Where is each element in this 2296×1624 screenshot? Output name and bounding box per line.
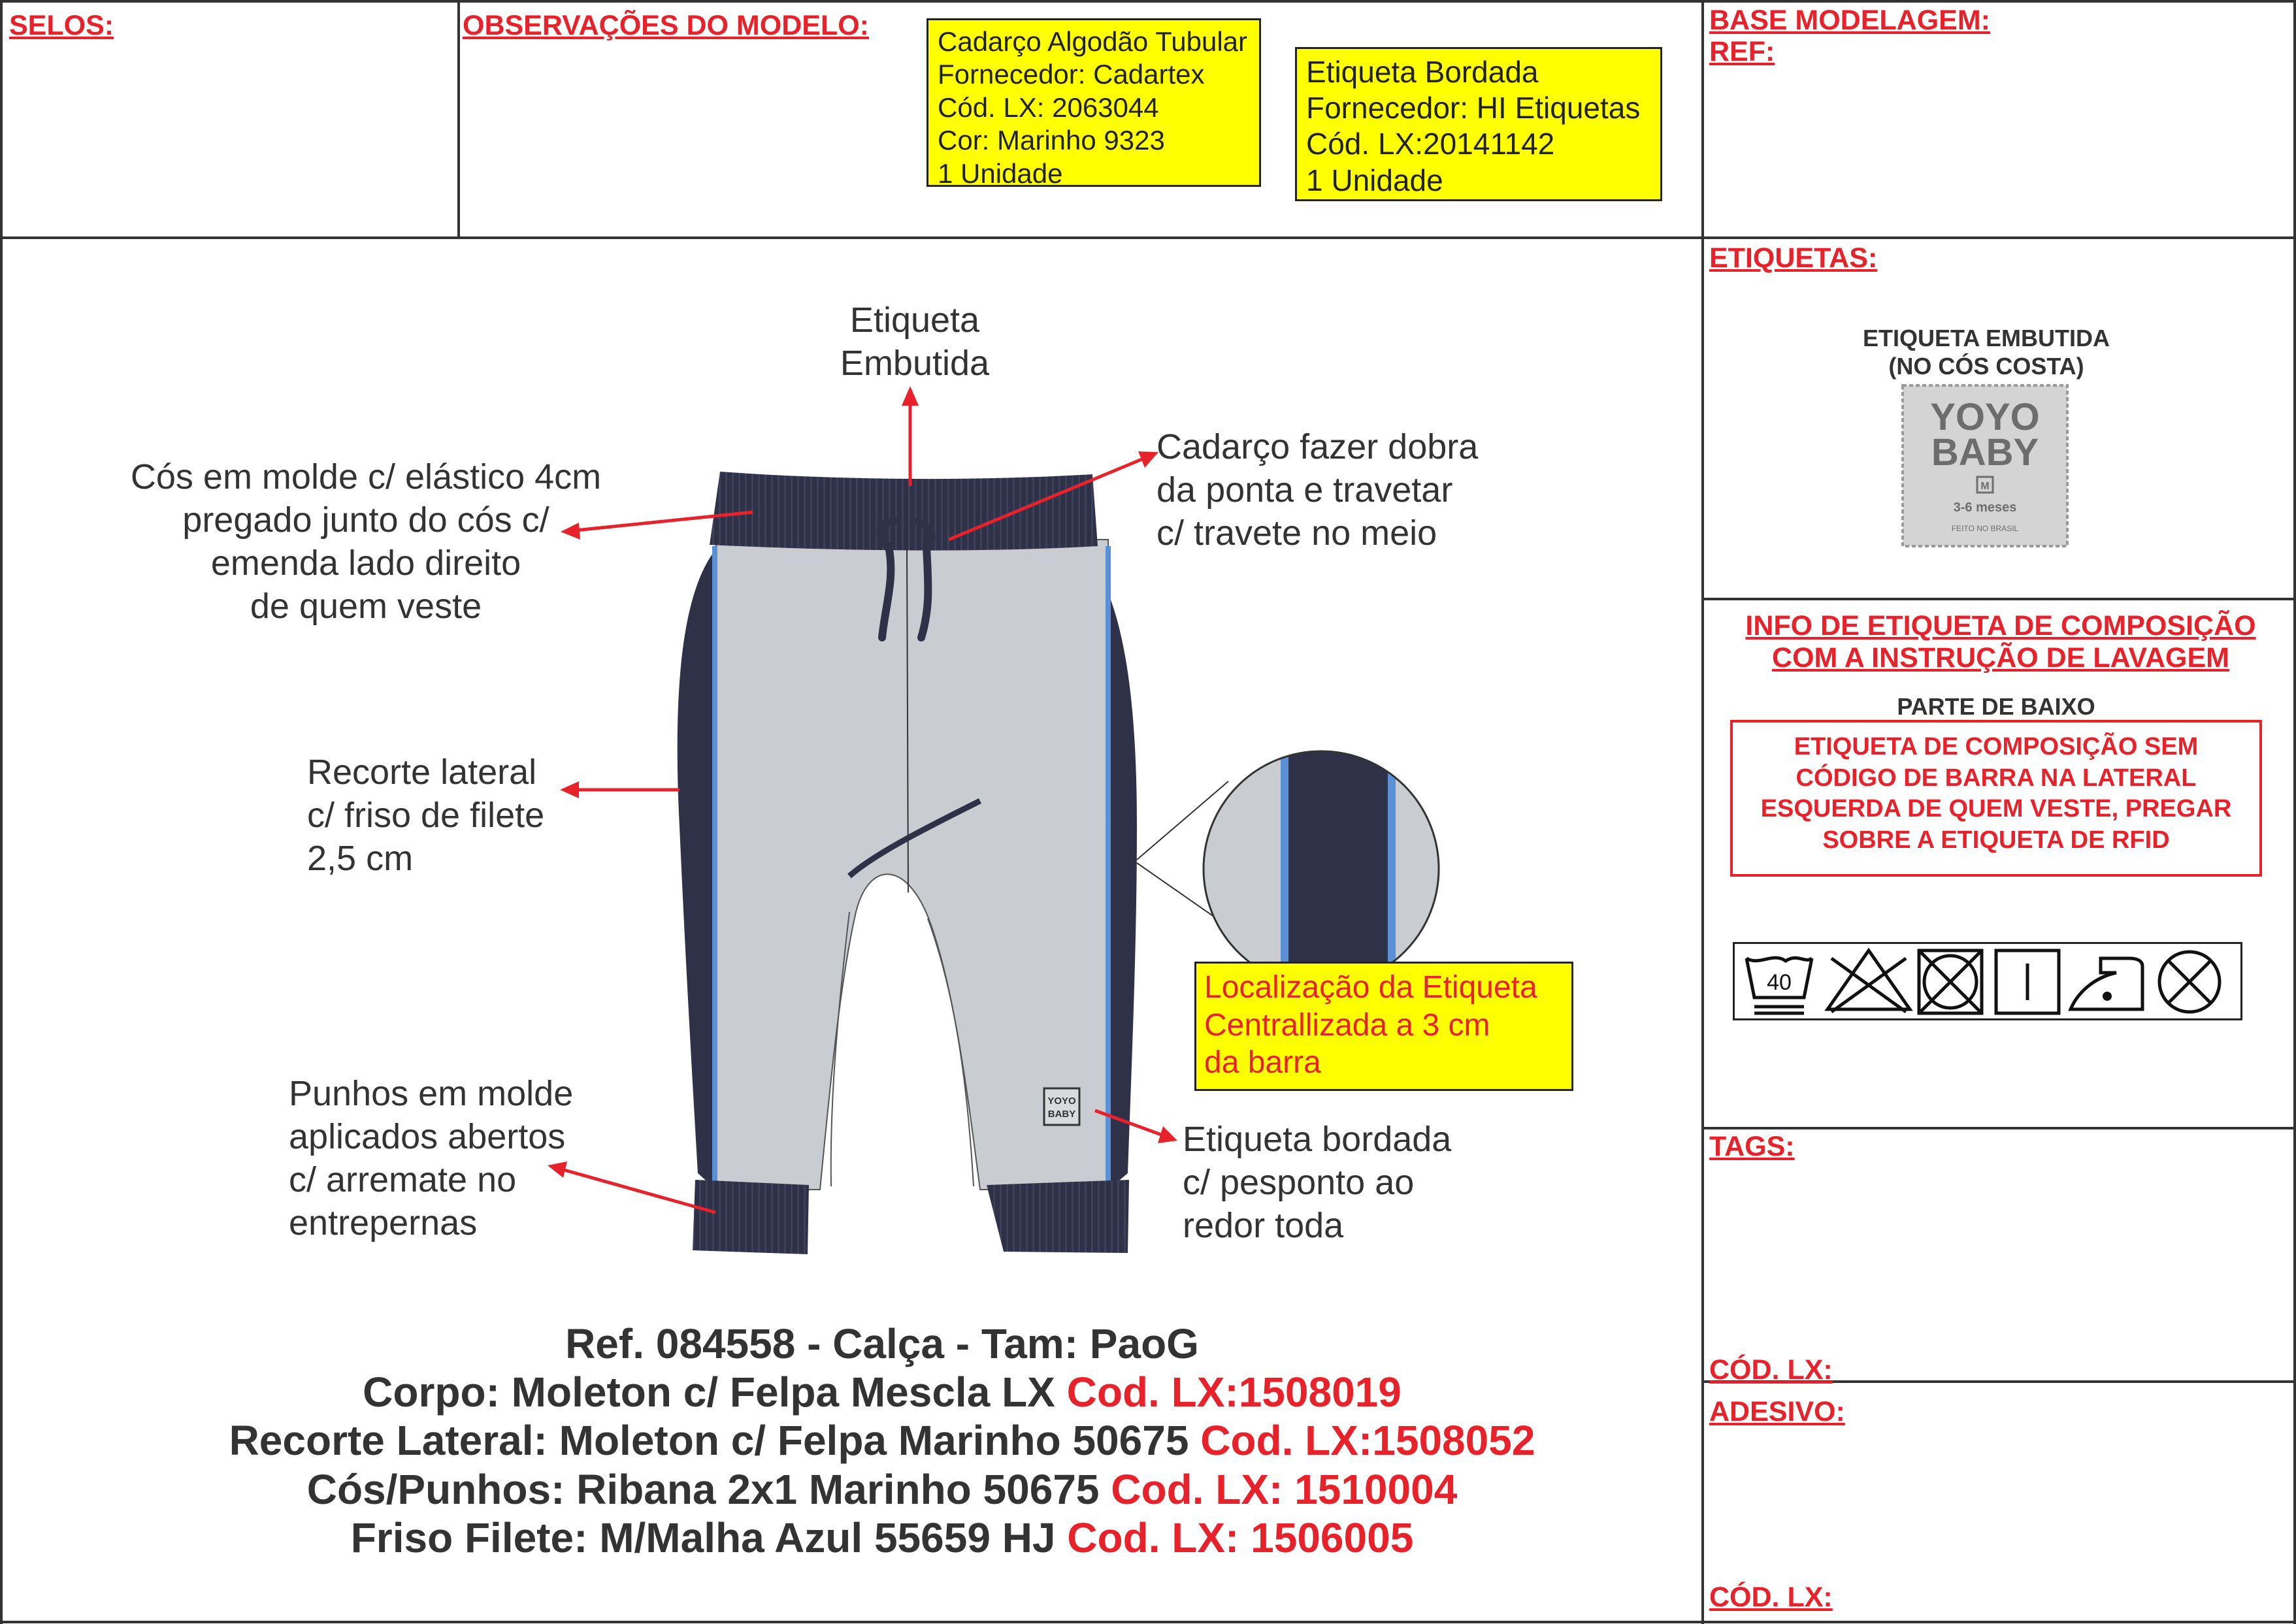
instruction-line: ESQUERDA DE QUEM VESTE, PREGAR [1760, 795, 2232, 822]
spec-line [176, 1465, 1588, 1514]
localizacao-note-box [1194, 962, 1573, 1091]
label-brand-line2: BABY [1931, 431, 2039, 474]
spec-text: Cós/Punhos: Ribana 2x1 Marinho 50675 [306, 1465, 1111, 1513]
callout-line: Embutida [840, 343, 990, 383]
spec-code: Cod. LX:1508052 [1200, 1417, 1535, 1465]
spec-code: Cod. LX:1508019 [1066, 1369, 1402, 1416]
right-piping [1106, 546, 1111, 1193]
iron-dot [2103, 992, 2112, 1001]
callout-line: de quem veste [250, 586, 482, 626]
note-line: Localização da Etiqueta [1204, 970, 1537, 1005]
cod-lx-adesivo: CÓD. LX: [1709, 1582, 1833, 1613]
no-tumble-dry-icon [1919, 950, 1982, 1013]
callout-line: c/ travete no meio [1156, 513, 1437, 553]
label-brand-line1: YOYO [1930, 396, 2040, 438]
left-piping [712, 546, 717, 1193]
adesivo-heading: ADESIVO: [1709, 1396, 1845, 1427]
tags-heading: TAGS: [1709, 1131, 1795, 1162]
callout-recorte [307, 751, 544, 881]
note-line: 1 Unidade [1306, 163, 1443, 197]
sidebar-sep-1 [1701, 598, 2296, 600]
callout-line: pregado junto do cós c/ [182, 500, 549, 540]
callout-line: Cós em molde c/ elástico 4cm [130, 457, 602, 496]
embroidered-label-line2: BABY [1047, 1109, 1076, 1120]
spec-line [176, 1416, 1588, 1465]
callout-line: c/ friso de filete [307, 795, 545, 835]
iron-low-icon [2071, 958, 2142, 1009]
heading-line: INFO DE ETIQUETA DE COMPOSIÇÃO [1745, 610, 2256, 641]
callout-line: da ponta e travetar [1156, 470, 1453, 510]
right-cuff [987, 1180, 1129, 1253]
callout-line: aplicados abertos [289, 1116, 566, 1156]
no-bleach-icon [1828, 950, 1910, 1012]
callout-bordada [1183, 1118, 1451, 1248]
title-line: (NO CÓS COSTA) [1888, 353, 2084, 380]
waistband [710, 472, 1098, 551]
note-line: Cor: Marinho 9323 [938, 125, 1165, 156]
callout-line: c/ arremate no [289, 1160, 517, 1199]
callout-line: redor toda [1183, 1205, 1344, 1245]
garment-illustration [0, 239, 1699, 1480]
callout-cadarco [1156, 426, 1478, 555]
frame-top [0, 0, 2296, 3]
title-line: ETIQUETA EMBUTIDA [1863, 325, 2110, 351]
material-spec [176, 1320, 1588, 1562]
callout-line: Etiqueta bordada [1183, 1120, 1452, 1159]
instruction-line: SOBRE A ETIQUETA DE RFID [1822, 826, 2170, 854]
heading-line: COM A INSTRUÇÃO DE LAVAGEM [1772, 642, 2229, 674]
note-line: da barra [1204, 1045, 1321, 1080]
parte-de-baixo-label: PARTE DE BAIXO [1897, 693, 2095, 720]
note-line: Fornecedor: HI Etiquetas [1306, 91, 1641, 125]
care-symbols [1733, 942, 2242, 1020]
spec-line [176, 1368, 1588, 1416]
etiquetas-heading: ETIQUETAS: [1709, 242, 1878, 274]
label-size-mark: M [1980, 481, 1990, 492]
callout-line: emenda lado direito [210, 543, 521, 583]
callout-line: c/ pesponto ao [1183, 1162, 1415, 1202]
callout-line: Punhos em molde [289, 1074, 574, 1113]
callout-line: Cadarço fazer dobra [1156, 427, 1479, 466]
note-line: Etiqueta Bordada [1306, 55, 1539, 89]
spec-text: Friso Filete: M/Malha Azul 55659 HJ [350, 1514, 1068, 1561]
spec-code: Cod. LX: 1510004 [1111, 1465, 1458, 1513]
line-dry-icon [1996, 950, 2059, 1013]
embroidered-label-line1: YOYO [1047, 1096, 1076, 1107]
ref-heading: REF: [1709, 36, 1775, 67]
note-line: Fornecedor: Cadartex [938, 59, 1205, 90]
callout-line: Etiqueta [849, 300, 980, 340]
etiqueta-bordada-note-box [1295, 47, 1662, 201]
base-modelagem-heading: BASE MODELAGEM: [1709, 5, 1990, 36]
cod-lx-tags: CÓD. LX: [1709, 1354, 1833, 1386]
etiqueta-embutida-title [1764, 324, 2208, 380]
sidebar-sep-2 [1701, 1127, 2296, 1129]
brand-label-image [1901, 384, 2071, 547]
left-cuff [693, 1180, 809, 1254]
callout-punhos [289, 1073, 573, 1245]
note-line: Centrallizada a 3 cm [1204, 1007, 1490, 1043]
spec-text: Corpo: Moleton c/ Felpa Mescla LX [363, 1369, 1067, 1416]
note-line: Cód. LX:20141142 [1306, 127, 1555, 161]
spec-title: Ref. 084558 - Calça - Tam: PaoG [565, 1320, 1199, 1367]
callout-line: 2,5 cm [307, 838, 414, 878]
selos-heading: SELOS: [9, 10, 114, 41]
label-size-text: 3-6 meses [1953, 500, 2017, 515]
callout-line: entrepernas [289, 1203, 478, 1242]
note-line: 1 Unidade [938, 157, 1063, 189]
spec-text: Recorte Lateral: Moleton c/ Felpa Marinho 50675 [229, 1417, 1201, 1465]
note-line: Cód. LX: 2063044 [938, 91, 1159, 123]
instruction-line: ETIQUETA DE COMPOSIÇÃO SEM [1794, 733, 2199, 760]
note-line: Cadarço Algodão Tubular [938, 26, 1247, 57]
observacoes-heading: OBSERVAÇÕES DO MODELO: [463, 10, 869, 41]
callout-cos [91, 456, 640, 628]
spec-line [176, 1514, 1588, 1562]
instruction-line: CÓDIGO DE BARRA NA LATERAL [1796, 764, 2197, 792]
wash-temp: 40 [1767, 970, 1792, 995]
selos-divider [457, 0, 460, 238]
spec-code: Cod. LX: 1506005 [1067, 1514, 1414, 1561]
info-composicao-heading [1707, 610, 2295, 675]
cadarco-note-box [927, 18, 1261, 187]
frame-bottom [0, 1621, 2296, 1623]
label-made-text: FEITO NO BRASIL [1951, 524, 2019, 533]
composicao-instructions [1730, 720, 2262, 877]
no-dry-clean-icon [2159, 952, 2220, 1012]
callout-etiqueta-embutida [804, 299, 1026, 385]
callout-line: Recorte lateral [307, 753, 537, 792]
